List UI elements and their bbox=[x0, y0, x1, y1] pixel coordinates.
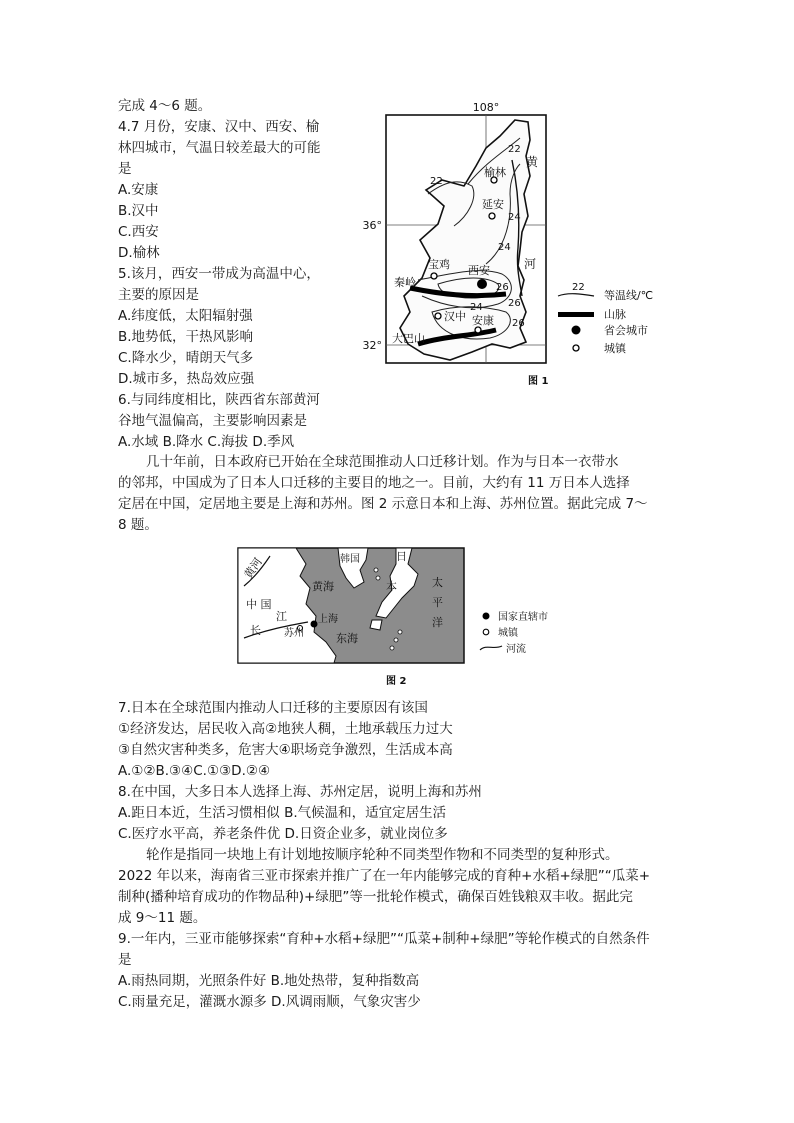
lat32-label: 32° bbox=[362, 339, 382, 352]
japan-town-dot-2 bbox=[376, 576, 380, 580]
hanzhong-town-dot bbox=[435, 313, 441, 319]
legend-river-label: 河流 bbox=[506, 644, 526, 655]
q8-options-1: A.距日本近，生活习惯相似 B.气候温和，适宜定居生活 bbox=[118, 805, 447, 821]
legend-mountain-label: 山脉 bbox=[604, 308, 626, 321]
passage2-line1: 几十年前，日本政府已开始在全球范围推动人口迁移计划。作为与日本一衣带水 bbox=[146, 454, 619, 470]
figure1-map bbox=[360, 98, 760, 393]
label-yang: 洋 bbox=[432, 616, 443, 629]
passage3-line4: 成 9～11 题。 bbox=[118, 910, 207, 926]
label-tai: 太 bbox=[432, 576, 443, 589]
q5-option-b: B.地势低，干热风影响 bbox=[118, 329, 254, 345]
passage3-line3: 制种(播种培育成功的作物品种)+绿肥”等一批轮作模式，确保百姓钱粮双丰收。据此完 bbox=[118, 889, 633, 905]
iso-label-26b: 26 bbox=[508, 298, 521, 309]
place-dabashan: 大巴山 bbox=[392, 332, 425, 345]
legend-town-label: 城镇 bbox=[604, 342, 626, 355]
passage3-line2: 2022 年以来，海南省三亚市探索并推广了在一年内能够完成的育种+水稻+绿肥”“瓜菜+ bbox=[118, 868, 651, 884]
kyushu-land bbox=[370, 620, 382, 630]
legend-city-symbol bbox=[483, 613, 490, 620]
q7-stem: 7.日本在全球范围内推动人口迁移的主要原因有该国 bbox=[118, 700, 428, 716]
label-chang: 长 bbox=[250, 624, 261, 637]
shanghai-dot bbox=[311, 621, 318, 628]
legend-mountain-symbol bbox=[558, 312, 594, 317]
label-hanguo: 韩国 bbox=[340, 554, 360, 565]
place-huang: 黄 bbox=[526, 155, 539, 169]
figure2-caption: 图 2 bbox=[386, 676, 407, 687]
q5-stem-line1: 5.该月，西安一带成为高温中心， bbox=[118, 266, 320, 282]
island-dot-3 bbox=[390, 646, 394, 650]
q8-options-2: C.医疗水平高，养老条件优 D.日资企业多，就业岗位多 bbox=[118, 826, 448, 842]
legend-town-symbol-2 bbox=[483, 629, 489, 635]
q6-stem-line2: 谷地气温偏高，主要影响因素是 bbox=[118, 413, 307, 429]
ankang-town-dot bbox=[475, 327, 481, 333]
q4-option-d: D.榆林 bbox=[118, 245, 160, 261]
passage2-line4: 8 题。 bbox=[118, 517, 158, 533]
yanan-town-dot bbox=[489, 213, 495, 219]
legend-town-label-2: 城镇 bbox=[498, 628, 518, 639]
place-ankang: 安康 bbox=[472, 314, 494, 327]
island-dot-1 bbox=[398, 630, 402, 634]
label-suzhou: 苏州 bbox=[284, 628, 304, 639]
q5-option-c: C.降水少，晴朗天气多 bbox=[118, 350, 254, 366]
legend-capital-label: 省会城市 bbox=[604, 324, 648, 337]
island-dot-2 bbox=[394, 638, 398, 642]
label-huanghe: 黄河 bbox=[241, 555, 265, 581]
q6-options: A.水域 B.降水 C.海拔 D.季风 bbox=[118, 434, 295, 450]
q9-options-2: C.雨量充足，灌溉水源多 D.风调雨顺，气象灾害少 bbox=[118, 994, 421, 1010]
label-jiang: 江 bbox=[276, 610, 287, 623]
baoji-town-dot bbox=[431, 273, 437, 279]
japan-town-dot-1 bbox=[374, 568, 378, 572]
legend-town-symbol bbox=[573, 345, 579, 351]
label-ping: 平 bbox=[432, 596, 443, 609]
q5-stem-line2: 主要的原因是 bbox=[118, 287, 199, 303]
iso-label-22b: 22 bbox=[430, 176, 443, 187]
q9-options-1: A.雨热同期，光照条件好 B.地处热带，复种指数高 bbox=[118, 973, 420, 989]
place-yanan: 延安 bbox=[482, 198, 504, 211]
label-ben: 本 bbox=[386, 580, 397, 593]
label-donghai: 东海 bbox=[336, 632, 358, 645]
lon-label: 108° bbox=[472, 101, 500, 114]
q8-stem: 8.在中国，大多日本人选择上海、苏州定居，说明上海和苏州 bbox=[118, 784, 482, 800]
label-huanghai: 黄海 bbox=[312, 580, 334, 593]
iso-label-26a: 26 bbox=[496, 282, 509, 293]
intro-text: 完成 4～6 题。 bbox=[118, 98, 212, 114]
iso-label-24b: 24 bbox=[498, 242, 511, 253]
q4-option-a: A.安康 bbox=[118, 182, 159, 198]
place-yulin: 榆林 bbox=[484, 166, 506, 179]
place-baoji: 宝鸡 bbox=[428, 258, 450, 271]
q6-stem-line1: 6.与同纬度相比，陕西省东部黄河 bbox=[118, 392, 320, 408]
q4-stem-line1: 4.7 月份，安康、汉中、西安、榆 bbox=[118, 119, 320, 135]
figure1-caption: 图 1 bbox=[528, 376, 549, 387]
q9-stem-line2: 是 bbox=[118, 952, 132, 968]
legend-isotherm-label: 等温线/℃ bbox=[604, 289, 654, 302]
lat36-label: 36° bbox=[362, 219, 382, 232]
legend-city-label: 国家直辖市 bbox=[498, 612, 548, 623]
figure2-map bbox=[236, 546, 576, 688]
place-qinling: 秦岭 bbox=[394, 276, 416, 289]
q5-option-a: A.纬度低，太阳辐射强 bbox=[118, 308, 253, 324]
legend-river-symbol bbox=[480, 646, 502, 650]
legend-isotherm-symbol bbox=[558, 294, 594, 296]
legend-iso-number: 22 bbox=[572, 282, 585, 293]
place-xian: 西安 bbox=[468, 264, 490, 277]
q7-statements-2: ③自然灾害种类多，危害大④职场竞争激烈，生活成本高 bbox=[118, 742, 453, 758]
place-he: 河 bbox=[524, 257, 537, 271]
q5-option-d: D.城市多，热岛效应强 bbox=[118, 371, 255, 387]
iso-label-26c: 26 bbox=[512, 318, 525, 329]
iso-label-24a: 24 bbox=[508, 212, 521, 223]
label-ri: 日 bbox=[396, 550, 407, 563]
q9-stem-line1: 9.一年内，三亚市能够探索“育种+水稻+绿肥”“瓜菜+制种+绿肥”等轮作模式的自然条件 bbox=[118, 931, 650, 947]
q4-option-c: C.西安 bbox=[118, 224, 159, 240]
label-shanghai: 上海 bbox=[318, 614, 338, 625]
q4-option-b: B.汉中 bbox=[118, 203, 159, 219]
iso-label-22a: 22 bbox=[508, 144, 521, 155]
place-hanzhong: 汉中 bbox=[444, 310, 466, 323]
iso-label-24c: 24 bbox=[470, 302, 483, 313]
q7-statements-1: ①经济发达，居民收入高②地狭人稠，土地承载压力过大 bbox=[118, 721, 453, 737]
q7-options: A.①②B.③④C.①③D.②④ bbox=[118, 763, 271, 779]
q4-stem-line3: 是 bbox=[118, 161, 132, 177]
passage3-line1: 轮作是指同一块地上有计划地按顺序轮种不同类型作物和不同类型的复种形式。 bbox=[146, 847, 619, 863]
passage2-line2: 的邻邦，中国成为了日本人口迁移的主要目的地之一。目前，大约有 11 万日本人选择 bbox=[118, 475, 630, 491]
label-zhongguo: 中 国 bbox=[246, 598, 272, 611]
q4-stem-line2: 林四城市，气温日较差最大的可能 bbox=[118, 140, 321, 156]
xian-capital-dot bbox=[477, 279, 487, 289]
legend-capital-symbol bbox=[572, 326, 581, 335]
passage2-line3: 定居在中国，定居地主要是上海和苏州。图 2 示意日本和上海、苏州位置。据此完成 7～ bbox=[118, 496, 648, 512]
